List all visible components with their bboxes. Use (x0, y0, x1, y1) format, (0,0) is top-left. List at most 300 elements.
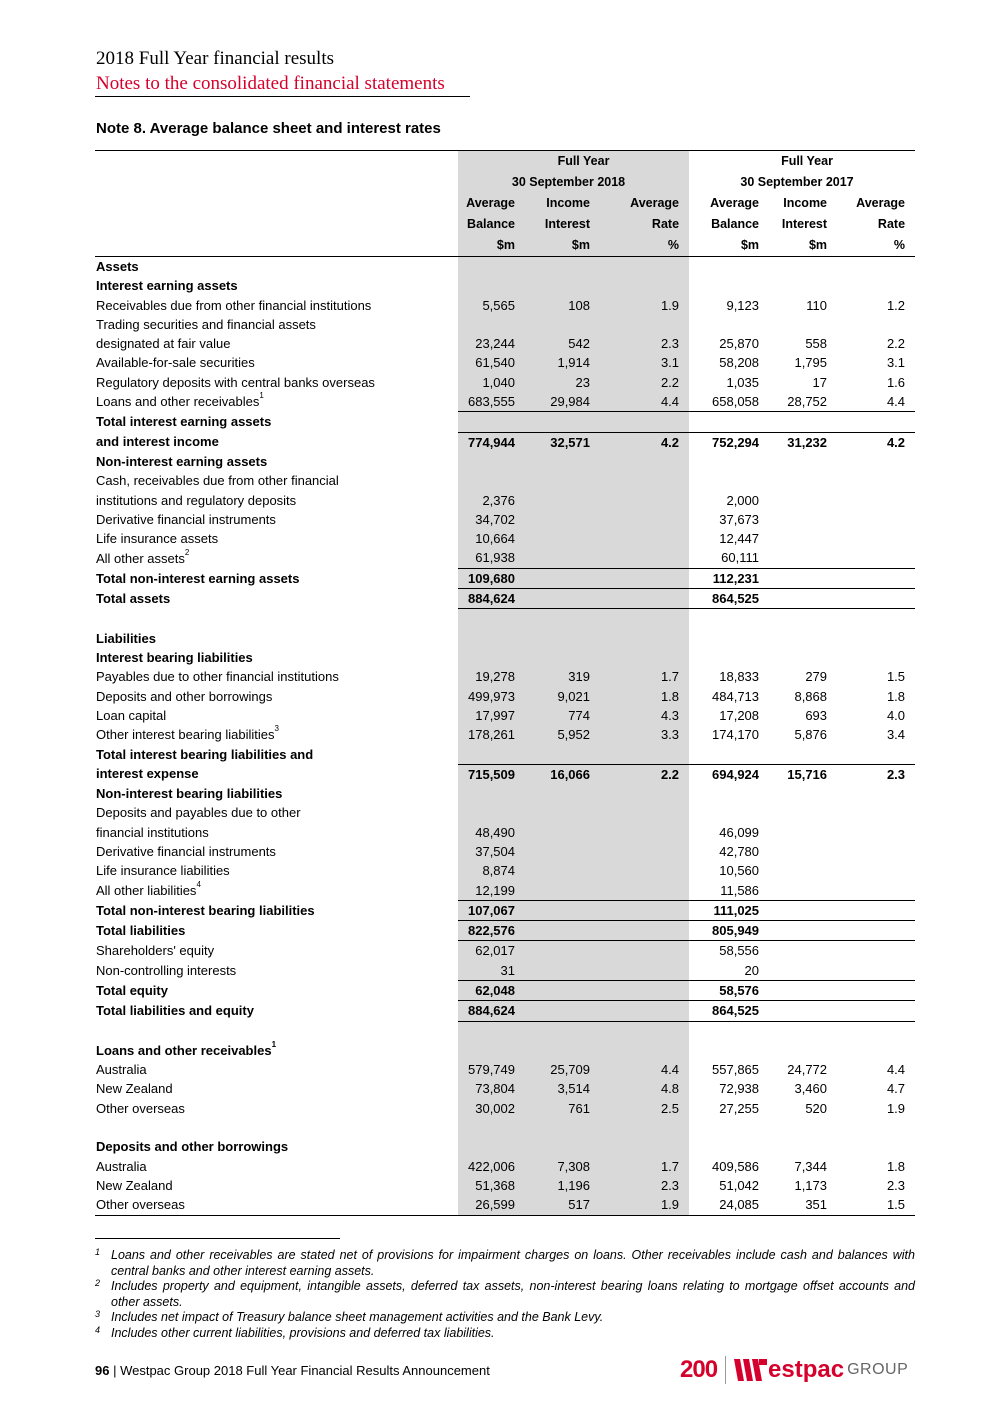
row-label (95, 353, 458, 372)
cell-value: 2.5 (600, 1099, 689, 1118)
row-label (95, 1157, 458, 1176)
row-label (95, 803, 458, 822)
cell-value: 10,560 (719, 863, 760, 879)
date-2017-label: 30 September 2017 (740, 175, 854, 189)
cell-value (769, 744, 837, 764)
row-label (95, 510, 458, 529)
table-row (95, 1137, 915, 1156)
brand-text: estpac (768, 1356, 845, 1383)
column-header: Rate (877, 217, 906, 231)
cell-value: 4.2 (600, 432, 689, 452)
row-label-text: Loan capital (96, 707, 167, 723)
cell-value: 2.2 (600, 373, 689, 392)
table-row (95, 1099, 915, 1118)
row-label (95, 842, 458, 861)
row-label-text: New Zealand (96, 1081, 173, 1097)
cell-value: 12,199 (458, 881, 525, 901)
cell-value: 557,865 (712, 1062, 760, 1078)
cell-value (600, 257, 689, 277)
row-label-text: Total interest bearing liabilities and (96, 746, 314, 762)
report-title: 2018 Full Year financial results (96, 48, 335, 69)
cell-value: 499,973 (458, 687, 525, 706)
cell-value: 15,716 (769, 764, 837, 784)
footnotes (95, 1248, 915, 1341)
cell-value: 10,664 (458, 529, 525, 548)
table-row (95, 1041, 915, 1060)
table-row (95, 392, 915, 412)
footer-text: | Westpac Group 2018 Full Year Financial Results Announcement (109, 1363, 490, 1378)
row-label-text: Interest earning assets (96, 278, 238, 294)
cell-value: 7,308 (525, 1157, 600, 1176)
cell-value: 1,040 (458, 373, 525, 392)
cell-value (837, 648, 915, 667)
row-label-text: interest expense (96, 766, 199, 782)
cell-value (769, 629, 837, 648)
table-row (95, 881, 915, 901)
table-row (95, 373, 915, 392)
footnote (95, 1310, 915, 1326)
cell-value: 32,571 (525, 432, 600, 452)
table-row (95, 961, 915, 981)
cell-value (525, 548, 600, 568)
row-label-text: Other overseas (96, 1100, 185, 1116)
cell-value (600, 1118, 689, 1137)
row-label (95, 452, 458, 471)
cell-value: 1.5 (837, 1195, 915, 1215)
row-label (95, 276, 458, 295)
cell-value: 1.6 (886, 374, 906, 390)
cell-value: 2.2 (600, 764, 689, 784)
page-number: 96 (95, 1363, 110, 1378)
row-label-text: Non-interest earning assets (96, 453, 268, 469)
cell-value: 2,000 (726, 492, 760, 508)
row-label (95, 687, 458, 706)
cell-value (837, 471, 915, 490)
cell-value: 62,048 (458, 980, 525, 1000)
cell-value: 422,006 (458, 1157, 525, 1176)
row-label-text: Loans and other receivables (96, 1042, 272, 1058)
cell-value (689, 412, 769, 432)
cell-value (525, 1041, 600, 1060)
row-label-text: Loans and other receivables (96, 394, 260, 410)
cell-value (525, 609, 600, 629)
cell-value (769, 861, 837, 880)
table-row (95, 1001, 915, 1021)
row-label-text: Interest bearing liabilities (96, 649, 253, 665)
row-label-text: Deposits and payables due to other (96, 805, 301, 821)
row-label (95, 257, 458, 277)
row-label-text: Life insurance assets (96, 531, 219, 547)
cell-value (458, 784, 525, 803)
cell-value (600, 803, 689, 822)
date-2018-label: 30 September 2018 (458, 172, 689, 193)
report-subtitle: Notes to the consolidated financial statements (96, 73, 445, 94)
cell-value (525, 1001, 600, 1021)
cell-value: 1,196 (525, 1176, 600, 1195)
page-footer (95, 1363, 490, 1378)
table-row (95, 432, 915, 452)
table-row (95, 1060, 915, 1079)
cell-value: 5,876 (794, 727, 828, 743)
row-label (95, 432, 458, 452)
table-row (95, 491, 915, 510)
cell-value (837, 1021, 915, 1041)
cell-value (769, 900, 837, 920)
cell-value (525, 510, 600, 529)
row-label-text: Total equity (96, 982, 168, 998)
row-label-text: institutions and regulatory deposits (96, 492, 297, 508)
cell-value (837, 510, 915, 529)
table-row (95, 353, 915, 372)
cell-value (600, 842, 689, 861)
period-2017-label: Full Year (689, 151, 915, 173)
cell-value: 61,938 (458, 548, 525, 568)
table-row (95, 921, 915, 941)
header-spacer (95, 193, 458, 214)
column-header: $m (525, 235, 600, 257)
cell-value: 11,586 (689, 881, 769, 901)
cell-value: 34,702 (458, 510, 525, 529)
table-row (95, 257, 915, 277)
row-label (95, 725, 458, 744)
cell-value: 715,509 (458, 764, 525, 784)
cell-value: 693 (805, 707, 828, 723)
westpac-wordmark (734, 1356, 908, 1384)
cell-value: 18,833 (719, 669, 760, 685)
row-label-text: Australia (96, 1158, 147, 1174)
cell-value: 178,261 (458, 725, 525, 744)
column-header: Average (710, 196, 760, 210)
cell-value: 31 (458, 961, 525, 981)
cell-value: 864,525 (689, 1001, 769, 1021)
cell-value: 1.2 (886, 297, 906, 313)
cell-value (769, 529, 837, 548)
cell-value (525, 900, 600, 920)
footnote-number: 3 (95, 1309, 101, 1319)
cell-value (600, 784, 689, 803)
row-label (95, 1176, 458, 1195)
row-label (95, 1195, 458, 1215)
cell-value (837, 257, 915, 277)
cell-value: 17,997 (458, 706, 525, 725)
logo-separator (725, 1356, 726, 1384)
footnote-text: Includes other current liabilities, provisions and deferred tax liabilities. (111, 1325, 495, 1340)
cell-value: 884,624 (458, 589, 525, 609)
footnote (95, 1326, 915, 1342)
cell-value (769, 276, 837, 295)
cell-value (769, 980, 837, 1000)
row-label (95, 529, 458, 548)
cell-value (689, 257, 769, 277)
cell-value (837, 823, 915, 842)
cell-value: 4.8 (600, 1079, 689, 1098)
cell-value: 42,780 (719, 843, 760, 859)
cell-value: 1.9 (886, 1100, 906, 1116)
cell-value: 61,540 (458, 353, 525, 372)
table-row (95, 980, 915, 1000)
row-label (95, 1021, 458, 1041)
cell-value: 4.3 (600, 706, 689, 725)
cell-value (769, 548, 837, 568)
row-label (95, 1001, 458, 1021)
column-header: Average (600, 193, 689, 214)
cell-value (689, 609, 769, 629)
cell-value (769, 1041, 837, 1060)
cell-value (458, 257, 525, 277)
cell-value: 7,344 (794, 1158, 828, 1174)
column-header: Average (856, 196, 906, 210)
footnote (95, 1248, 915, 1279)
header-row-2 (95, 214, 915, 235)
cell-value: 3.4 (886, 727, 906, 743)
cell-value (458, 471, 525, 490)
cell-value (600, 568, 689, 588)
table-row (95, 667, 915, 686)
table-row (95, 648, 915, 667)
column-header: $m (689, 235, 769, 257)
row-label-text: Deposits and other borrowings (96, 688, 273, 704)
column-header: % (837, 235, 915, 257)
cell-value (458, 1041, 525, 1060)
cell-value: 805,949 (689, 921, 769, 941)
row-label (95, 961, 458, 981)
period-2018-label: Full Year (458, 151, 689, 173)
cell-value: 3,514 (525, 1079, 600, 1098)
header-spacer (95, 214, 458, 235)
cell-value: 8,868 (794, 688, 828, 704)
row-label (95, 1060, 458, 1079)
cell-value: 23 (525, 373, 600, 392)
cell-value (769, 921, 837, 941)
cell-value: 112,231 (689, 568, 769, 588)
row-label-text: Payables due to other financial institutions (96, 669, 339, 685)
table-row (95, 900, 915, 920)
table-row (95, 629, 915, 648)
row-label-text: New Zealand (96, 1177, 173, 1193)
cell-value: 1.8 (600, 687, 689, 706)
row-label-text: Trading securities and financial assets (96, 316, 316, 332)
cell-value (769, 491, 837, 510)
cell-value (525, 823, 600, 842)
cell-value: 1.8 (886, 688, 906, 704)
row-label-text: Other interest bearing liabilities (96, 727, 275, 743)
cell-value (525, 648, 600, 667)
cell-value: 1,795 (794, 355, 828, 371)
row-label (95, 861, 458, 880)
cell-value (689, 276, 769, 295)
cell-value (600, 921, 689, 941)
cell-value: 4.0 (886, 707, 906, 723)
cell-value (837, 784, 915, 803)
table-row (95, 1176, 915, 1195)
row-label-text: Non-controlling interests (96, 962, 237, 978)
cell-value: 51,368 (458, 1176, 525, 1195)
cell-value: 4.2 (837, 432, 915, 452)
cell-value: 2.3 (886, 1177, 906, 1193)
cell-value: 4.4 (837, 392, 915, 412)
table-row (95, 315, 915, 334)
cell-value (837, 842, 915, 861)
cell-value (837, 744, 915, 764)
cell-value: 2.3 (600, 334, 689, 353)
cell-value: 484,713 (712, 688, 760, 704)
cell-value: 111,025 (689, 900, 769, 920)
footnote (95, 1279, 915, 1310)
footnote-number: 4 (95, 1324, 101, 1335)
column-header: Interest (781, 217, 828, 231)
cell-value: 409,586 (712, 1158, 760, 1174)
table-row (95, 803, 915, 822)
cell-value (837, 491, 915, 510)
row-label (95, 881, 458, 901)
cell-value (689, 629, 769, 648)
row-label-text: Receivables due from other financial institutions (96, 297, 372, 313)
table-row (95, 276, 915, 295)
cell-value: 2.3 (837, 764, 915, 784)
cell-value: 5,952 (525, 725, 600, 744)
note-title: Note 8. Average balance sheet and interest rates (96, 120, 441, 137)
cell-value (458, 609, 525, 629)
row-label (95, 471, 458, 490)
cell-value (600, 589, 689, 609)
cell-value (600, 941, 689, 961)
row-label-text: Derivative financial instruments (96, 843, 276, 859)
cell-value (525, 589, 600, 609)
row-label (95, 1137, 458, 1156)
cell-value: 25,709 (525, 1060, 600, 1079)
row-label (95, 296, 458, 315)
cell-value (837, 941, 915, 961)
row-label (95, 1118, 458, 1137)
cell-value: 579,749 (458, 1060, 525, 1079)
cell-value: 822,576 (458, 921, 525, 941)
cell-value (689, 1041, 769, 1060)
anniversary-mark: 200 (680, 1356, 718, 1383)
footnote-ref: 3 (274, 724, 279, 734)
footnote-ref: 2 (184, 547, 190, 557)
westpac-w-icon (734, 1359, 768, 1381)
cell-value (525, 842, 600, 861)
table-row (95, 568, 915, 588)
cell-value: 20 (689, 961, 769, 981)
cell-value: 319 (525, 667, 600, 686)
cell-value (837, 1137, 915, 1156)
cell-value (689, 471, 769, 490)
cell-value: 58,556 (719, 943, 760, 959)
row-label (95, 609, 458, 629)
column-header: Rate (600, 214, 689, 235)
footnote-number: 2 (95, 1278, 101, 1288)
cell-value (837, 921, 915, 941)
cell-value: 558 (805, 336, 828, 352)
column-header: Balance (458, 214, 525, 235)
column-header: Income (525, 193, 600, 214)
cell-value (837, 629, 915, 648)
cell-value (525, 803, 600, 822)
cell-value (525, 529, 600, 548)
cell-value (458, 1021, 525, 1041)
cell-value (600, 961, 689, 981)
footnote-ref: 1 (271, 1039, 277, 1049)
cell-value (458, 629, 525, 648)
cell-value: 864,525 (689, 589, 769, 609)
cell-value: 2.3 (600, 1176, 689, 1195)
cell-value (837, 452, 915, 471)
row-label (95, 744, 458, 764)
cell-value: 2,376 (458, 491, 525, 510)
cell-value (689, 1118, 769, 1137)
cell-value (769, 412, 837, 432)
row-label (95, 823, 458, 842)
cell-value (689, 648, 769, 667)
row-label-text: Liabilities (96, 630, 156, 646)
cell-value: 774 (525, 706, 600, 725)
cell-value (689, 784, 769, 803)
cell-value: 30,002 (458, 1099, 525, 1118)
cell-value (769, 823, 837, 842)
cell-value (458, 1137, 525, 1156)
cell-value (769, 452, 837, 471)
cell-value (837, 568, 915, 588)
cell-value: 24,772 (787, 1062, 828, 1078)
cell-value (525, 629, 600, 648)
row-label-text: Derivative financial instruments (96, 511, 276, 527)
cell-value (600, 1041, 689, 1060)
cell-value (837, 412, 915, 432)
footnote-text: Includes net impact of Treasury balance sheet management activities and the Bank Levy. (111, 1310, 604, 1324)
cell-value (525, 471, 600, 490)
row-label-text: All other assets (96, 550, 185, 566)
header-row-date (95, 172, 915, 193)
cell-value: 37,504 (458, 842, 525, 861)
header-row-1 (95, 193, 915, 214)
cell-value (458, 803, 525, 822)
cell-value (837, 980, 915, 1000)
cell-value: 17,208 (719, 707, 760, 723)
cell-value (689, 315, 769, 334)
cell-value: 1,035 (726, 374, 760, 390)
cell-value (600, 548, 689, 568)
cell-value (458, 1118, 525, 1137)
cell-value: 73,804 (458, 1079, 525, 1098)
row-label (95, 548, 458, 568)
table-row (95, 529, 915, 548)
table-row (95, 510, 915, 529)
cell-value: 1.8 (886, 1158, 906, 1174)
cell-value: 1,914 (525, 353, 600, 372)
row-label (95, 1099, 458, 1118)
table-row (95, 687, 915, 706)
column-header: $m (458, 235, 525, 257)
cell-value: 16,066 (525, 764, 600, 784)
row-label (95, 706, 458, 725)
row-label-text: Total interest earning assets (96, 414, 272, 430)
cell-value: 174,170 (712, 727, 760, 743)
row-label-text: Assets (96, 259, 139, 274)
cell-value (837, 609, 915, 629)
cell-value (600, 648, 689, 667)
footnote-text: Includes property and equipment, intangible assets, deferred tax assets, non-interest bearing loans relating to mortgage offset accounts and other assets. (111, 1279, 915, 1309)
cell-value: 58,208 (719, 355, 760, 371)
table-row (95, 725, 915, 744)
cell-value (769, 881, 837, 901)
row-label-text: Available-for-sale securities (96, 355, 255, 371)
row-label (95, 629, 458, 648)
cell-value (525, 412, 600, 432)
cell-value: 1.7 (600, 667, 689, 686)
cell-value (525, 784, 600, 803)
cell-value (600, 1001, 689, 1021)
